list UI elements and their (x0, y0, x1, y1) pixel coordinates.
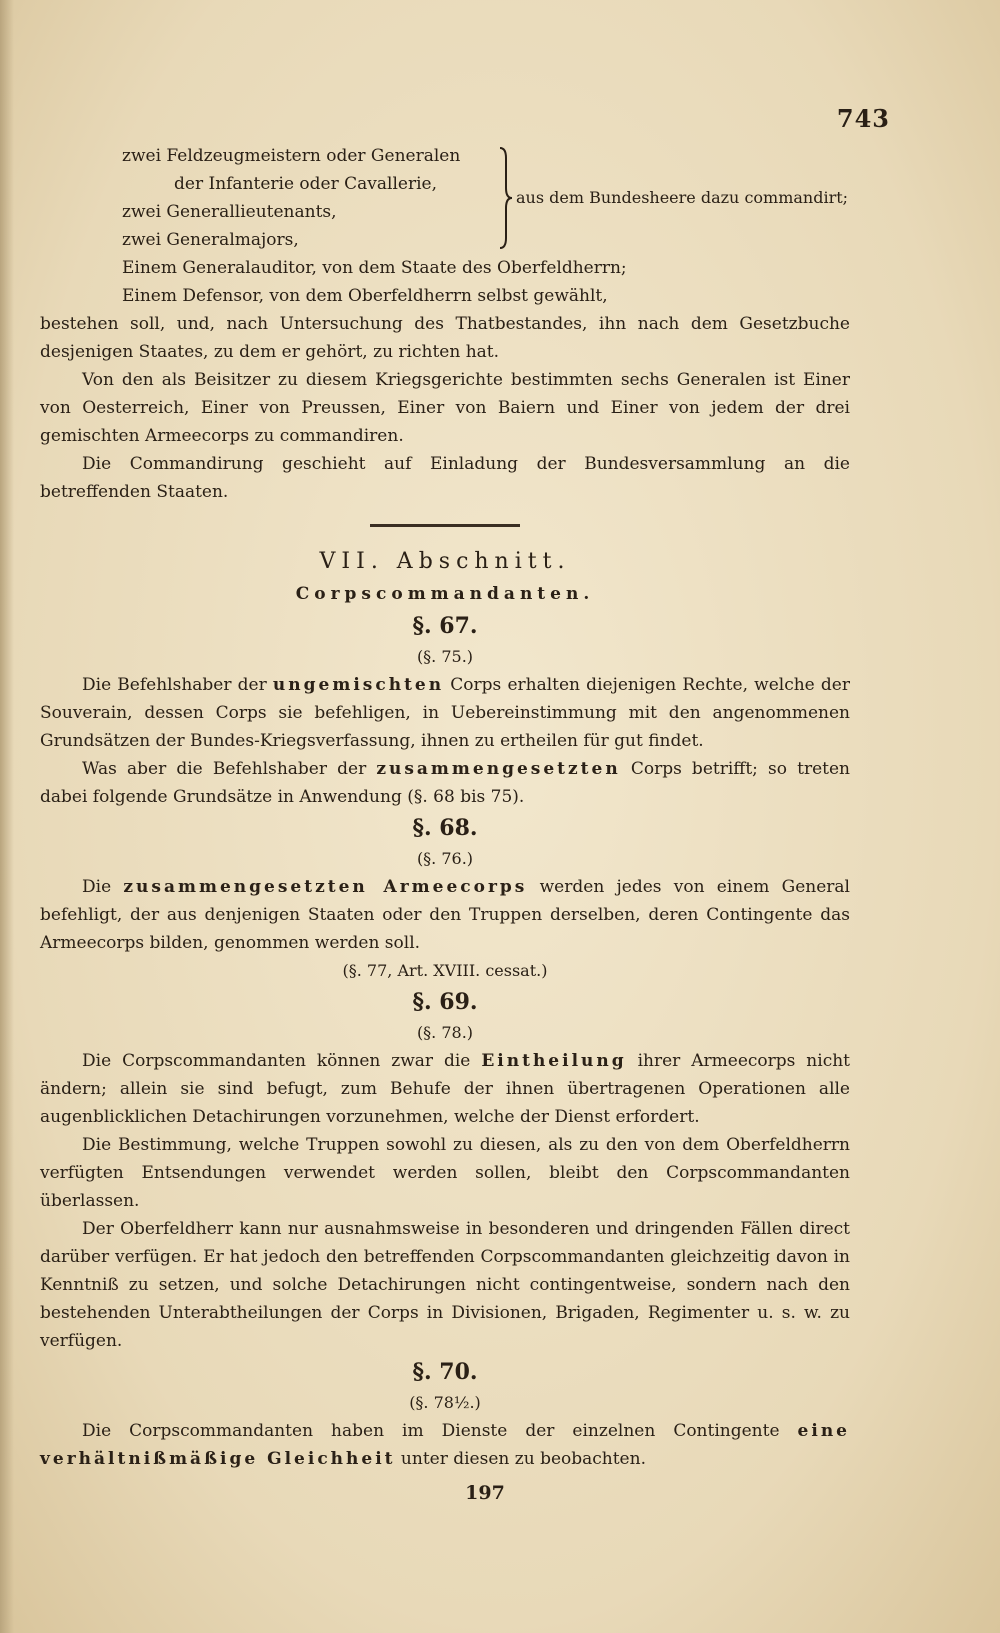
paragraph-number-67: §. 67. (412, 613, 478, 639)
text-run: Corps betrifft; so treten dabei folgende Grundsätze in Anwendung (§. 68 bis 75). (40, 759, 850, 807)
sub-line: Einem Generalauditor, von dem Staate des Oberfeldherrn; (122, 258, 627, 278)
text-run: Die Corpscommandanten haben im Dienste der einzelnen Contingente (82, 1421, 798, 1441)
paragraph-number-70: §. 70. (412, 1359, 478, 1385)
paragraph (40, 755, 850, 811)
paragraph: Von den als Beisitzer zu diesem Kriegsgerichte bestimmten sechs Generalen ist Einer von Oesterreich, Einer von Preussen, Einer von Baiern und Einer von jedem der drei gemischten Armeecorps zu commandiren. (40, 370, 850, 446)
paragraph: Die Commandirung geschieht auf Einladung der Bundesversammlung an die betreffenden Staaten. (40, 454, 850, 502)
text-run: Die Corpscommandanten können zwar die (82, 1051, 482, 1071)
page-content (40, 142, 850, 1507)
paragraph-reference-69: (§. 78.) (416, 1023, 474, 1042)
paragraph (40, 1417, 850, 1473)
curly-brace-icon (498, 146, 514, 250)
paragraph: Die Bestimmung, welche Truppen sowohl zu diesen, als zu den von dem Oberfeldherrn verfügten Entsendungen verwendet werden sollen, bleibt den Corpscommandanten überlassen. (40, 1135, 850, 1211)
section-divider (370, 524, 520, 527)
emphasis: eine verhältnißmäßige Gleichheit (40, 1421, 850, 1469)
emphasis: zusammengesetzten (376, 759, 621, 779)
page-edge-shadow (0, 0, 14, 1633)
text-run: Die (82, 877, 124, 897)
paragraph: Der Oberfeldherr kann nur ausnahmsweise in besonderen und dringenden Fällen direct darüber verfügen. Er hat jedoch den betreffenden Corpscommandanten gleichzeitig davon in Kenntniß zu setzen, und solche Detachirungen nicht contingentweise, sondern nach den bestehenden Unterabtheilungen der Corps in Divisionen, Brigaden, Regimenter u. s. w. zu verfügen. (40, 1219, 850, 1351)
brace-lines (122, 142, 502, 254)
paragraph-reference-67: (§. 75.) (416, 647, 474, 666)
text-run: ihrer Armeecorps nicht ändern; allein sie sind befugt, zum Behufe der ihnen übertragenen Operationen alle augenblicklichen Detachirungen vorzunehmen, welche der Dienst erfordert. (40, 1051, 850, 1127)
emphasis: ungemischten (272, 675, 445, 695)
paragraph-reference-70: (§. 78½.) (409, 1393, 481, 1412)
brace-line: zwei Generalmajors, (122, 230, 299, 250)
text-run: unter diesen zu beobachten. (395, 1449, 646, 1469)
brace-block (122, 142, 850, 254)
page-number-bottom: 197 (465, 1482, 505, 1504)
paragraph: bestehen soll, und, nach Untersuchung des Thatbestandes, ihn nach dem Gesetzbuche desjenigen Staates, zu dem er gehört, zu richten hat. (40, 314, 850, 362)
emphasis: Eintheilung (481, 1051, 627, 1071)
page-number-top: 743 (836, 104, 890, 133)
paragraph (40, 873, 850, 957)
sub-line: Einem Defensor, von dem Oberfeldherrn selbst gewählt, (122, 286, 608, 306)
brace-label: aus dem Bundesheere dazu commandirt; (516, 188, 849, 207)
emphasis: zusammengesetzten Armeecorps (123, 877, 528, 897)
paragraph (40, 1047, 850, 1131)
paragraph-reference-68: (§. 76.) (416, 849, 474, 868)
section-subtitle: Corpscommandanten. (295, 584, 595, 604)
brace-line: der Infanterie oder Cavallerie, (174, 174, 437, 194)
text-run: Was aber die Befehlshaber der (82, 759, 377, 779)
brace-line: zwei Feldzeugmeistern oder Generalen (122, 146, 461, 166)
paragraph (40, 671, 850, 755)
text-run: werden jedes von einem General befehligt, der aus denjenigen Staaten oder den Truppen derselben, deren Contingente das Armeecorps bilden, genommen werden soll. (40, 877, 850, 953)
paragraph-number-68: §. 68. (412, 815, 478, 841)
brace-line: zwei Generallieutenants, (122, 202, 337, 222)
paragraph-reference-68b: (§. 77, Art. XVIII. cessat.) (342, 961, 548, 980)
paragraph-number-69: §. 69. (412, 989, 478, 1015)
section-title: VII. Abschnitt. (319, 549, 571, 574)
text-run: Die Befehlshaber der (82, 675, 273, 695)
text-run: Corps erhalten diejenigen Rechte, welche der Souverain, dessen Corps sie befehligen, in Uebereinstimmung mit den angenommenen Grundsätzen der Bundes-Kriegsverfassung, ihnen zu ertheilen für gut findet. (40, 675, 850, 751)
